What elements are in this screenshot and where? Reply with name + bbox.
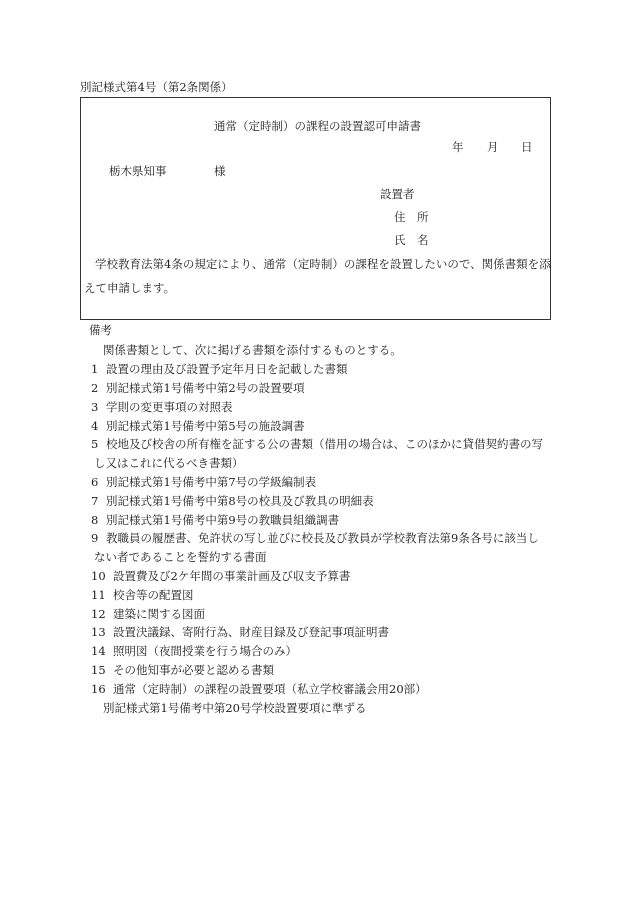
notes-heading: 備考 — [89, 323, 112, 337]
note-item-number: 9 — [91, 531, 99, 545]
note-item-number: 11 — [91, 588, 106, 602]
addressee-name: 栃木県知事 — [109, 164, 167, 178]
form-reference: 別記様式第4号（第2条関係） — [80, 80, 233, 94]
date-day-label: 日 — [521, 140, 533, 154]
note-item-number: 12 — [91, 607, 106, 621]
note-item-text: 別記様式第1号備考中第2号の設置要項 — [106, 381, 305, 395]
note-item-text: 別記様式第1号備考中第7号の学級編制表 — [106, 475, 317, 489]
applicant-address-label: 住 所 — [394, 210, 429, 224]
note-item-text: 設置決議録、寄附行為、財産目録及び登記事項証明書 — [113, 625, 389, 639]
note-item-number: 10 — [91, 569, 106, 583]
note-item-text: 別記様式第1号備考中第8号の校具及び教具の明細表 — [106, 494, 374, 508]
applicant-label: 設置者 — [380, 187, 415, 201]
note-item-number: 3 — [91, 400, 99, 414]
addressee-honorific: 様 — [214, 164, 226, 178]
date-month-label: 月 — [487, 140, 499, 154]
note-item-text: 校舎等の配置図 — [113, 588, 194, 602]
note-item-continuation: し又はこれに代るべき書類） — [94, 456, 244, 470]
note-item-text: 別記様式第1号備考中第5号の施設調書 — [106, 419, 305, 433]
note-item-number: 16 — [91, 682, 106, 696]
note-item-number: 8 — [91, 513, 99, 527]
date-year-label: 年 — [452, 140, 464, 154]
note-item-number: 13 — [91, 625, 106, 639]
note-item-text: 設置費及び2ケ年間の事業計画及び収支予算書 — [113, 569, 351, 583]
note-item-continuation: ない者であることを誓約する書面 — [94, 550, 267, 564]
note-item-number: 6 — [91, 475, 99, 489]
note-item-text: 教職員の履歴書、免許状の写し並びに校長及び教員が学校教育法第9条各号に該当し — [106, 531, 539, 545]
note-item-number: 1 — [91, 362, 99, 376]
note-item-text: 通常（定時制）の課程の設置要項（私立学校審議会用20部） — [113, 682, 427, 696]
note-item-text: 別記様式第1号備考中第9号の教職員組織調書 — [106, 513, 340, 527]
note-item-text: 校地及び校舎の所有権を証する公の書類（借用の場合は、このほかに貸借契約書の写 — [106, 437, 543, 451]
note-item-text: 学則の変更事項の対照表 — [106, 400, 233, 414]
form-title: 通常（定時制）の課程の設置認可申請書 — [214, 119, 421, 133]
note-item-number: 7 — [91, 494, 99, 508]
note-item-text: その他知事が必要と認める書類 — [113, 663, 274, 677]
note-item-text: 照明図（夜間授業を行う場合のみ） — [113, 644, 297, 658]
application-body-line-1: 学校教育法第4条の規定により、通常（定時制）の課程を設置したいので、関係書類を添 — [95, 257, 551, 271]
note-item-number: 2 — [91, 381, 99, 395]
application-body-line-2: えて申請します。 — [84, 281, 176, 295]
note-item-continuation: 別記様式第1号備考中第20号学校設置要項に準ずる — [103, 701, 367, 715]
note-item-text: 設置の理由及び設置予定年月日を記載した書類 — [106, 362, 348, 376]
applicant-name-label: 氏 名 — [394, 233, 429, 247]
note-item-number: 14 — [91, 644, 106, 658]
note-item-number: 15 — [91, 663, 106, 677]
note-item-number: 5 — [91, 437, 99, 451]
note-item-text: 建築に関する図面 — [113, 607, 205, 621]
notes-intro: 関係書類として、次に掲げる書類を添付するものとする。 — [103, 343, 402, 357]
note-item-number: 4 — [91, 419, 99, 433]
